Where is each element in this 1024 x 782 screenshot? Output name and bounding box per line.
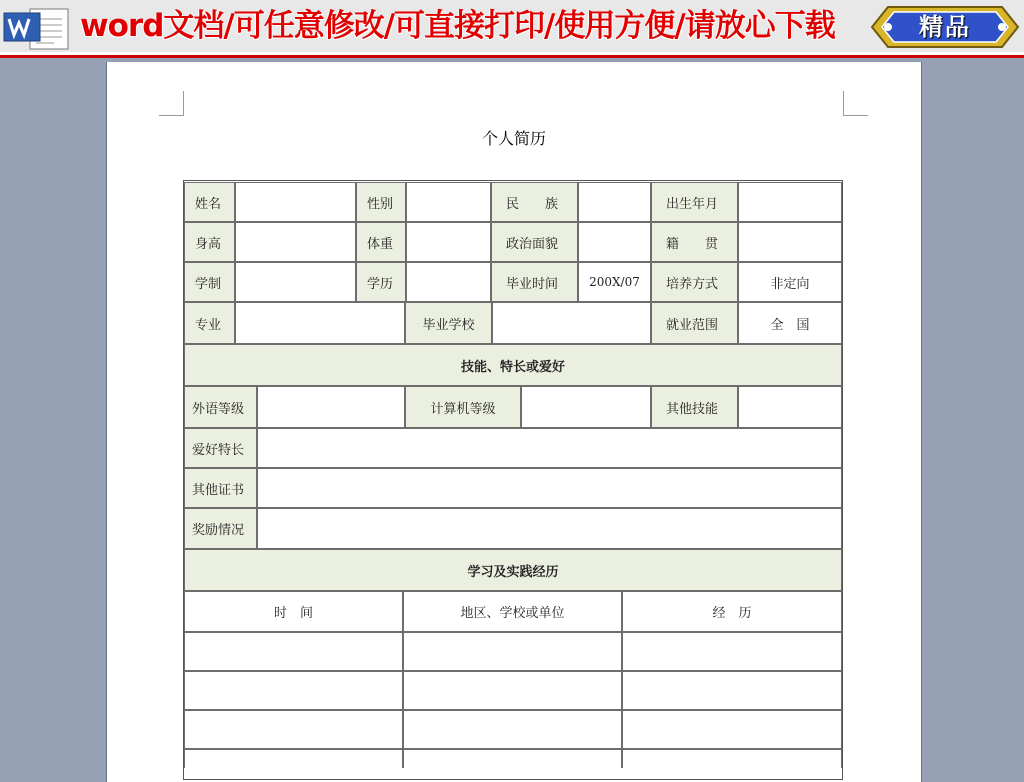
- experience-detail-cell[interactable]: [622, 749, 842, 768]
- experience-time-cell[interactable]: [184, 710, 403, 749]
- certificates-label: 其他证书: [184, 468, 257, 508]
- page-title: 个人简历: [481, 129, 546, 148]
- native-place-label: 籍 贯: [651, 222, 738, 262]
- major-field[interactable]: [235, 302, 405, 344]
- ethnicity-field[interactable]: [578, 182, 651, 222]
- major-label: 专业: [184, 302, 235, 344]
- experience-time-cell[interactable]: [184, 632, 403, 671]
- name-label: 姓名: [184, 182, 235, 222]
- margin-corner-mark: [159, 91, 184, 116]
- hobby-label: 爱好特长: [184, 428, 257, 468]
- birth-date-field[interactable]: [738, 182, 842, 222]
- promo-banner: [0, 0, 1024, 58]
- awards-field[interactable]: [257, 508, 842, 549]
- graduation-time-label: 毕业时间: [491, 262, 578, 302]
- gender-field[interactable]: [406, 182, 491, 222]
- other-skills-label: 其他技能: [651, 386, 738, 428]
- experience-place-cell[interactable]: [403, 671, 622, 710]
- premium-badge-label: 精品: [919, 13, 971, 41]
- experience-place-cell[interactable]: [403, 749, 622, 768]
- experience-detail-cell[interactable]: [622, 710, 842, 749]
- training-mode-field[interactable]: 非定向: [738, 262, 842, 302]
- political-status-field[interactable]: [578, 222, 651, 262]
- certificates-field[interactable]: [257, 468, 842, 508]
- schooling-system-field[interactable]: [235, 262, 356, 302]
- word-document-icon: [2, 3, 74, 51]
- graduate-school-label: 毕业学校: [405, 302, 492, 344]
- experience-detail-cell[interactable]: [622, 671, 842, 710]
- experience-column-place: 地区、学校或单位: [403, 591, 622, 632]
- graduation-time-field[interactable]: 200X/07: [578, 262, 651, 302]
- experience-column-time: 时 间: [184, 591, 403, 632]
- foreign-language-field[interactable]: [257, 386, 405, 428]
- ethnicity-label: 民 族: [491, 182, 578, 222]
- awards-label: 奖励情况: [184, 508, 257, 549]
- schooling-system-label: 学制: [184, 262, 235, 302]
- margin-corner-mark: [843, 91, 868, 116]
- employment-scope-field[interactable]: 全 国: [738, 302, 842, 344]
- foreign-language-label: 外语等级: [184, 386, 257, 428]
- other-skills-field[interactable]: [738, 386, 842, 428]
- experience-detail-cell[interactable]: [622, 632, 842, 671]
- weight-label: 体重: [356, 222, 406, 262]
- computer-level-label: 计算机等级: [405, 386, 521, 428]
- gender-label: 性别: [356, 182, 406, 222]
- name-field[interactable]: [235, 182, 356, 222]
- experience-column-experience: 经 历: [622, 591, 842, 632]
- education-label: 学历: [356, 262, 406, 302]
- training-mode-label: 培养方式: [651, 262, 738, 302]
- banner-divider: [0, 52, 1024, 55]
- native-place-field[interactable]: [738, 222, 842, 262]
- experience-time-cell[interactable]: [184, 749, 403, 768]
- experience-place-cell[interactable]: [403, 710, 622, 749]
- hobby-field[interactable]: [257, 428, 842, 468]
- height-field[interactable]: [235, 222, 356, 262]
- graduate-school-field[interactable]: [492, 302, 651, 344]
- education-field[interactable]: [406, 262, 491, 302]
- computer-level-field[interactable]: [521, 386, 651, 428]
- birth-date-label: 出生年月: [651, 182, 738, 222]
- height-label: 身高: [184, 222, 235, 262]
- experience-place-cell[interactable]: [403, 632, 622, 671]
- experience-section-header: 学习及实践经历: [184, 549, 842, 591]
- experience-time-cell[interactable]: [184, 671, 403, 710]
- employment-scope-label: 就业范围: [651, 302, 738, 344]
- skills-section-header: 技能、特长或爱好: [184, 344, 842, 386]
- banner-slogan: word文档/可任意修改/可直接打印/使用方便/请放心下载: [80, 8, 835, 44]
- political-status-label: 政治面貌: [491, 222, 578, 262]
- weight-field[interactable]: [406, 222, 491, 262]
